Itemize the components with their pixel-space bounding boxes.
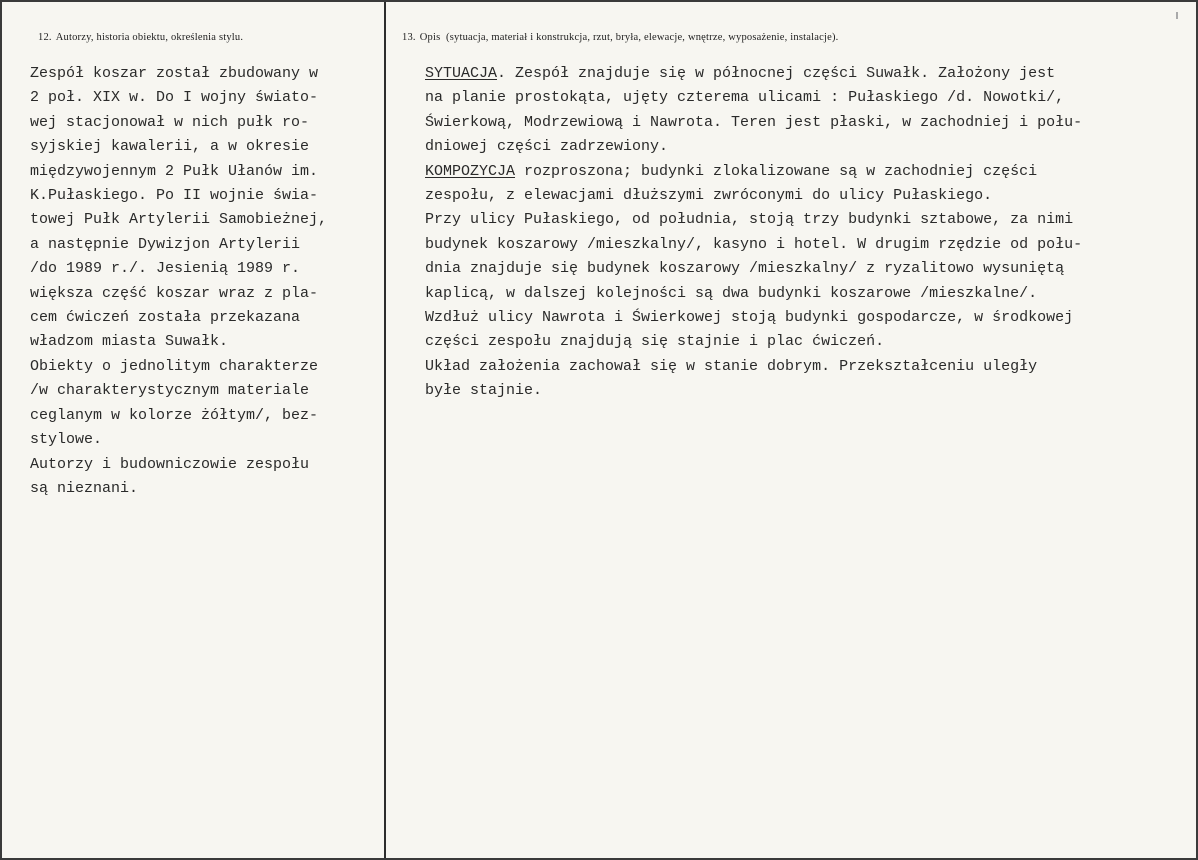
text-line	[425, 111, 1082, 135]
text-line	[425, 379, 1082, 403]
section-number: 13.	[402, 32, 416, 43]
text-line: a następnie Dywizjon Artylerii	[30, 235, 301, 253]
section-label: Opis	[419, 32, 441, 43]
line-text: kaplicą, w dalszej kolejności są dwa budynki koszarowe /mieszkalne/.	[425, 284, 1038, 302]
authors-history-header	[38, 32, 243, 43]
line-text: Wzdłuż ulicy Nawrota i Świerkowej stoją budynki gospodarcze, w środkowej	[425, 309, 1074, 327]
text-line: większa część koszar wraz z pla-	[30, 284, 319, 302]
description-header	[402, 32, 838, 43]
text-line: są nieznani.	[30, 479, 139, 497]
line-text: na planie prostokąta, ujęty czterema ulicami : Pułaskiego /d. Nowotki/,	[425, 89, 1065, 107]
section-heading: SYTUACJA	[425, 65, 498, 82]
description-text	[425, 62, 1082, 404]
line-text: Przy ulicy Pułaskiego, od południa, stoją trzy budynki sztabowe, za nimi	[425, 211, 1074, 229]
text-line: Zespół koszar został zbudowany w	[30, 65, 319, 82]
text-line: władzom miasta Suwałk.	[30, 333, 229, 351]
text-line: międzywojennym 2 Pułk Ułanów im.	[30, 162, 319, 180]
text-line: stylowe.	[30, 431, 103, 449]
text-line: 2 poł. XIX w. Do I wojny świato-	[30, 89, 319, 107]
authors-history-text	[30, 62, 327, 501]
line-text: . Zespół znajduje się w północnej części Suwałk. Założony jest	[497, 65, 1056, 82]
column-divider	[384, 2, 386, 858]
line-text: budynek koszarowy /mieszkalny/, kasyno i hotel. W drugim rzędzie od połu-	[425, 235, 1083, 253]
line-text: dnia znajduje się budynek koszarowy /mieszkalny/ z ryzalitowo wysuniętą	[425, 260, 1065, 278]
text-line: syjskiej kawalerii, a w okresie	[30, 138, 310, 156]
text-line	[425, 355, 1082, 379]
line-text: Układ założenia zachował się w stanie dobrym. Przekształceniu uległy	[425, 357, 1038, 375]
text-line	[425, 233, 1082, 257]
description-column	[388, 2, 1196, 858]
text-line	[425, 160, 1082, 184]
text-line	[425, 86, 1082, 110]
text-line: K.Pułaskiego. Po II wojnie świa-	[30, 187, 319, 205]
line-text: rozproszona; budynki zlokalizowane są w zachodniej części	[515, 162, 1038, 180]
line-text: Świerkową, Modrzewiową i Nawrota. Teren jest płaski, w zachodniej i połu-	[425, 113, 1083, 131]
section-heading: KOMPOZYCJA	[425, 162, 516, 180]
text-line	[425, 282, 1082, 306]
text-line: Obiekty o jednolitym charakterze	[30, 357, 319, 375]
section-title: Autorzy, historia obiektu, określenia stylu.	[55, 32, 244, 43]
text-line: /do 1989 r./. Jesienią 1989 r.	[30, 260, 301, 278]
text-line	[425, 330, 1082, 354]
line-text: byłe stajnie.	[425, 382, 543, 400]
section-title: (sytuacja, materiał i konstrukcja, rzut, bryła, elewacje, wnętrze, wyposażenie, instalacje).	[446, 32, 839, 43]
text-line	[425, 257, 1082, 281]
text-line	[425, 62, 1082, 86]
text-line: cem ćwiczeń została przekazana	[30, 309, 301, 327]
line-text: zespołu, z elewacjami dłuższymi zwróconymi do ulicy Pułaskiego.	[425, 187, 993, 205]
text-line	[425, 208, 1082, 232]
text-line	[425, 135, 1082, 159]
line-text: części zespołu znajdują się stajnie i plac ćwiczeń.	[425, 333, 885, 351]
text-line: wej stacjonował w nich pułk ro-	[30, 113, 310, 131]
text-line	[425, 306, 1082, 330]
text-line: towej Pułk Artylerii Samobieżnej,	[30, 211, 328, 229]
section-number: 12.	[38, 32, 52, 43]
authors-history-column	[2, 2, 382, 858]
line-text: dniowej części zadrzewiony.	[425, 138, 669, 156]
text-line: /w charakterystycznym materiale	[30, 382, 310, 400]
text-line: ceglanym w kolorze żółtym/, bez-	[30, 406, 319, 424]
text-line	[425, 184, 1082, 208]
text-line: Autorzy i budowniczowie zespołu	[30, 455, 310, 473]
